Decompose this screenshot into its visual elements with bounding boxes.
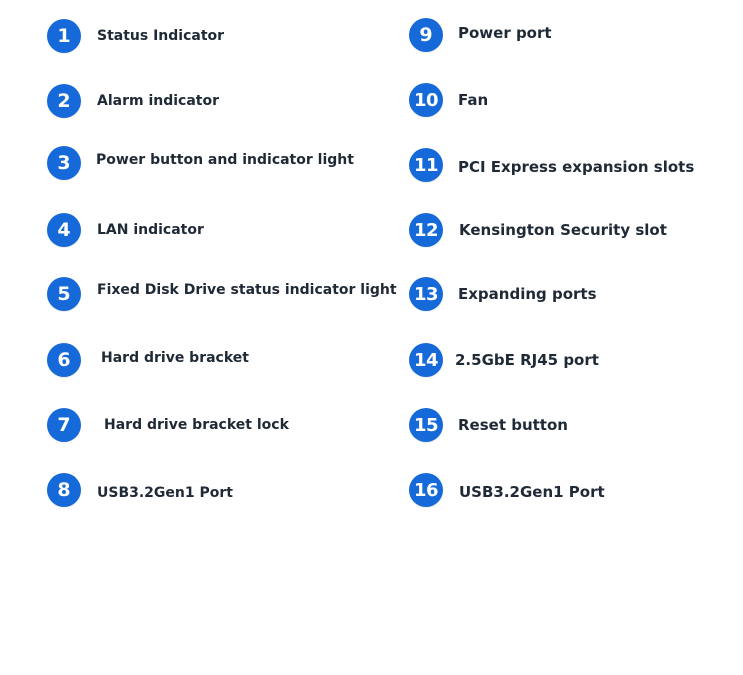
number-badge: 8 — [47, 473, 81, 507]
number-badge: 2 — [47, 84, 81, 118]
item-label: Hard drive bracket lock — [104, 417, 289, 433]
item-label: 2.5GbE RJ45 port — [455, 351, 599, 369]
legend-item — [409, 83, 488, 117]
item-label: USB3.2Gen1 Port — [459, 483, 605, 501]
legend-column-right — [409, 0, 743, 520]
legend-item — [409, 148, 694, 182]
number-badge: 1 — [47, 19, 81, 53]
number-badge: 14 — [409, 343, 443, 377]
item-label: Fan — [458, 91, 489, 109]
legend-item — [47, 84, 219, 118]
legend-item — [409, 277, 597, 311]
number-badge: 16 — [409, 473, 443, 507]
legend-item — [409, 473, 605, 507]
item-label: Power button and indicator light — [96, 152, 354, 168]
legend-item — [409, 213, 667, 247]
legend-item — [47, 19, 224, 53]
item-label: Power port — [458, 24, 552, 42]
legend-item — [409, 343, 599, 377]
item-label: PCI Express expansion slots — [458, 158, 695, 176]
number-badge: 3 — [47, 146, 81, 180]
item-label: Status Indicator — [97, 28, 225, 44]
number-badge: 6 — [47, 343, 81, 377]
number-badge: 9 — [409, 18, 443, 52]
number-badge: 15 — [409, 408, 443, 442]
legend-item — [47, 213, 204, 247]
legend-item — [409, 408, 568, 442]
item-label: Kensington Security slot — [459, 221, 667, 239]
number-badge: 11 — [409, 148, 443, 182]
item-label: Expanding ports — [458, 285, 597, 303]
legend-item — [409, 18, 552, 52]
item-label: Alarm indicator — [97, 93, 219, 109]
item-label: LAN indicator — [97, 222, 204, 238]
item-label: Hard drive bracket — [101, 350, 249, 366]
item-label: Fixed Disk Drive status indicator light — [97, 282, 397, 298]
legend-item — [47, 277, 397, 311]
number-badge: 7 — [47, 408, 81, 442]
legend-item — [47, 408, 289, 442]
legend-column-left — [47, 0, 407, 520]
legend-item — [47, 473, 233, 507]
number-badge: 4 — [47, 213, 81, 247]
number-badge: 13 — [409, 277, 443, 311]
item-label: USB3.2Gen1 Port — [97, 485, 233, 501]
number-badge: 12 — [409, 213, 443, 247]
legend-item — [47, 343, 249, 377]
number-badge: 10 — [409, 83, 443, 117]
item-label: Reset button — [458, 416, 568, 434]
number-badge: 5 — [47, 277, 81, 311]
legend-item — [47, 146, 354, 180]
